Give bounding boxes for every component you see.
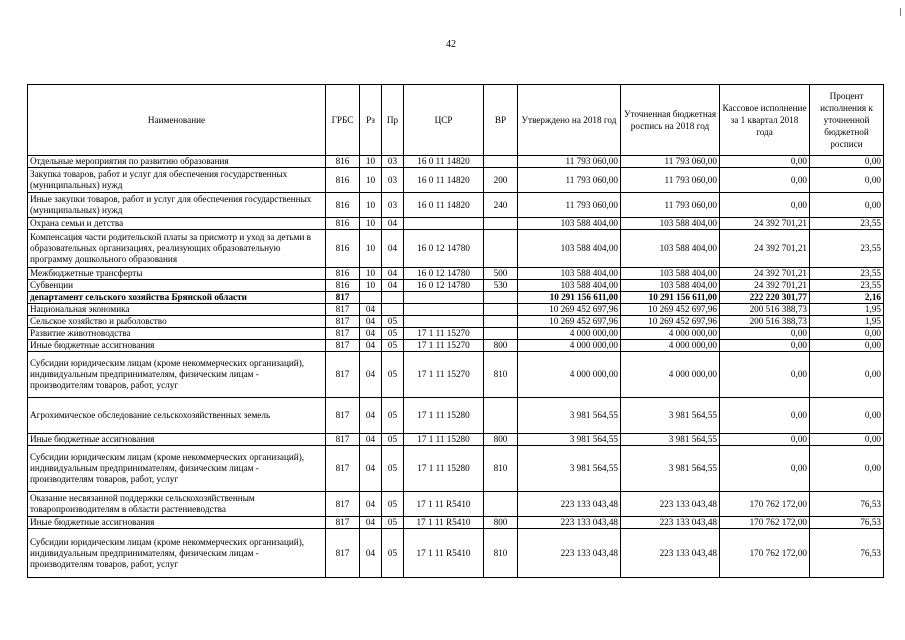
- table-row: [28, 352, 884, 398]
- row-pr: 03: [382, 193, 404, 218]
- row-cash: 24 392 701,21: [720, 268, 810, 280]
- row-rz: 10: [360, 193, 382, 218]
- row-pr: 05: [382, 328, 404, 340]
- row-cash: 24 392 701,21: [720, 230, 810, 268]
- table-row: [28, 268, 884, 280]
- row-percent: 23,55: [810, 218, 884, 230]
- row-vr: 240: [484, 193, 518, 218]
- row-percent: 76,53: [810, 517, 884, 529]
- row-approved: 10 269 452 697,96: [518, 304, 621, 316]
- row-grbs: 817: [326, 328, 360, 340]
- row-csr: 16 0 11 14820: [404, 193, 484, 218]
- row-percent: 23,55: [810, 230, 884, 268]
- table-row: [28, 492, 884, 517]
- row-csr: 17 1 11 15280: [404, 398, 484, 434]
- row-approved: 223 133 043,48: [518, 529, 621, 578]
- row-refined: 10 291 156 611,00: [621, 292, 720, 304]
- row-refined: 4 000 000,00: [621, 352, 720, 398]
- row-vr: 800: [484, 517, 518, 529]
- row-vr: [484, 328, 518, 340]
- header-pr: Пр: [382, 85, 404, 156]
- row-rz: 04: [360, 316, 382, 328]
- row-rz: 10: [360, 230, 382, 268]
- row-pr: 04: [382, 218, 404, 230]
- row-rz: 10: [360, 280, 382, 292]
- row-approved: 10 269 452 697,96: [518, 316, 621, 328]
- row-refined: 4 000 000,00: [621, 340, 720, 352]
- row-name: Субсидии юридическим лицам (кроме некоммерческих организаций), индивидуальным предпринимателям, физическим лицам - производителям товаров, работ, услуг: [28, 529, 326, 578]
- row-vr: [484, 304, 518, 316]
- row-rz: 04: [360, 517, 382, 529]
- row-csr: 17 1 11 15270: [404, 352, 484, 398]
- row-name: Охрана семьи и детства: [28, 218, 326, 230]
- row-cash: 170 762 172,00: [720, 492, 810, 517]
- row-approved: 103 588 404,00: [518, 230, 621, 268]
- table-row: [28, 230, 884, 268]
- row-percent: 23,55: [810, 268, 884, 280]
- table-header-row: [28, 85, 884, 156]
- row-cash: 0,00: [720, 193, 810, 218]
- row-approved: 223 133 043,48: [518, 492, 621, 517]
- row-grbs: 816: [326, 156, 360, 168]
- row-pr: 05: [382, 352, 404, 398]
- row-name: Агрохимическое обследование сельскохозяйственных земель: [28, 398, 326, 434]
- row-approved: 11 793 060,00: [518, 193, 621, 218]
- table-row: [28, 193, 884, 218]
- row-rz: [360, 292, 382, 304]
- row-vr: [484, 156, 518, 168]
- row-pr: 05: [382, 434, 404, 446]
- row-refined: 103 588 404,00: [621, 218, 720, 230]
- row-grbs: 817: [326, 529, 360, 578]
- row-rz: 04: [360, 304, 382, 316]
- row-grbs: 817: [326, 398, 360, 434]
- row-csr: [404, 316, 484, 328]
- header-percent: Процент исполнения к уточненной бюджетной росписи: [810, 85, 884, 156]
- row-grbs: 817: [326, 340, 360, 352]
- row-approved: 4 000 000,00: [518, 328, 621, 340]
- header-csr: ЦСР: [404, 85, 484, 156]
- row-cash: 0,00: [720, 434, 810, 446]
- row-refined: 3 981 564,55: [621, 398, 720, 434]
- row-percent: 2,16: [810, 292, 884, 304]
- row-refined: 3 981 564,55: [621, 434, 720, 446]
- row-vr: 810: [484, 352, 518, 398]
- row-pr: [382, 292, 404, 304]
- table-body: [28, 156, 884, 578]
- row-rz: 04: [360, 434, 382, 446]
- row-rz: 04: [360, 340, 382, 352]
- row-csr: 17 1 11 15280: [404, 446, 484, 492]
- row-csr: [404, 292, 484, 304]
- table-row: [28, 156, 884, 168]
- row-pr: 04: [382, 230, 404, 268]
- row-percent: 76,53: [810, 492, 884, 517]
- row-name: Закупка товаров, работ и услуг для обеспечения государственных (муниципальных) нужд: [28, 168, 326, 193]
- row-approved: 11 793 060,00: [518, 168, 621, 193]
- row-pr: [382, 304, 404, 316]
- row-pr: 04: [382, 280, 404, 292]
- table-row: [28, 280, 884, 292]
- row-cash: 0,00: [720, 446, 810, 492]
- table-row: [28, 316, 884, 328]
- table-row: [28, 398, 884, 434]
- row-grbs: 817: [326, 517, 360, 529]
- row-refined: 10 269 452 697,96: [621, 304, 720, 316]
- row-cash: 222 220 301,77: [720, 292, 810, 304]
- header-grbs: ГРБС: [326, 85, 360, 156]
- row-csr: [404, 218, 484, 230]
- row-grbs: 816: [326, 268, 360, 280]
- row-refined: 3 981 564,55: [621, 446, 720, 492]
- row-csr: [404, 304, 484, 316]
- row-rz: 04: [360, 398, 382, 434]
- page-number: 42: [446, 39, 456, 50]
- row-approved: 103 588 404,00: [518, 268, 621, 280]
- row-pr: 05: [382, 446, 404, 492]
- row-cash: 0,00: [720, 352, 810, 398]
- row-name: Иные бюджетные ассигнования: [28, 340, 326, 352]
- row-pr: 05: [382, 398, 404, 434]
- row-cash: 200 516 388,73: [720, 304, 810, 316]
- row-cash: 0,00: [720, 398, 810, 434]
- row-csr: 16 0 11 14820: [404, 156, 484, 168]
- row-vr: 800: [484, 340, 518, 352]
- row-name: Развитие животноводства: [28, 328, 326, 340]
- row-refined: 10 269 452 697,96: [621, 316, 720, 328]
- row-approved: 103 588 404,00: [518, 280, 621, 292]
- header-approved: Утверждено на 2018 год: [518, 85, 621, 156]
- row-vr: 500: [484, 268, 518, 280]
- row-vr: [484, 398, 518, 434]
- row-grbs: 817: [326, 352, 360, 398]
- row-name: Иные закупки товаров, работ и услуг для обеспечения государственных (муниципальных) нужд: [28, 193, 326, 218]
- row-rz: 04: [360, 446, 382, 492]
- row-cash: 170 762 172,00: [720, 517, 810, 529]
- budget-table: [27, 84, 884, 578]
- row-refined: 4 000 000,00: [621, 328, 720, 340]
- row-name: Иные бюджетные ассигнования: [28, 434, 326, 446]
- row-grbs: 816: [326, 230, 360, 268]
- row-pr: 05: [382, 316, 404, 328]
- table-row: [28, 529, 884, 578]
- row-grbs: 817: [326, 492, 360, 517]
- table-row: [28, 304, 884, 316]
- row-vr: [484, 316, 518, 328]
- row-percent: 0,00: [810, 156, 884, 168]
- row-name: Национальная экономика: [28, 304, 326, 316]
- row-vr: 800: [484, 434, 518, 446]
- header-cash: Кассовое исполнение за 1 квартал 2018 года: [720, 85, 810, 156]
- page-edge-mark: [900, 8, 901, 16]
- row-vr: [484, 292, 518, 304]
- row-percent: 1,95: [810, 304, 884, 316]
- row-csr: 16 0 11 14820: [404, 168, 484, 193]
- row-name: Субвенции: [28, 280, 326, 292]
- row-refined: 103 588 404,00: [621, 230, 720, 268]
- row-cash: 170 762 172,00: [720, 529, 810, 578]
- row-pr: 04: [382, 268, 404, 280]
- row-pr: 03: [382, 156, 404, 168]
- row-approved: 223 133 043,48: [518, 517, 621, 529]
- row-approved: 3 981 564,55: [518, 434, 621, 446]
- row-refined: 103 588 404,00: [621, 268, 720, 280]
- row-csr: 16 0 12 14780: [404, 230, 484, 268]
- row-refined: 11 793 060,00: [621, 193, 720, 218]
- row-pr: 05: [382, 492, 404, 517]
- row-csr: 17 1 11 15280: [404, 434, 484, 446]
- row-rz: 10: [360, 156, 382, 168]
- row-name: Субсидии юридическим лицам (кроме некоммерческих организаций), индивидуальным предпринимателям, физическим лицам - производителям товаров, работ, услуг: [28, 352, 326, 398]
- row-csr: 16 0 12 14780: [404, 280, 484, 292]
- row-vr: 200: [484, 168, 518, 193]
- row-cash: 24 392 701,21: [720, 280, 810, 292]
- row-vr: [484, 218, 518, 230]
- row-refined: 223 133 043,48: [621, 492, 720, 517]
- row-vr: 530: [484, 280, 518, 292]
- table-row: [28, 218, 884, 230]
- row-vr: 810: [484, 446, 518, 492]
- row-rz: 10: [360, 168, 382, 193]
- row-vr: [484, 230, 518, 268]
- header-vr: ВР: [484, 85, 518, 156]
- row-grbs: 817: [326, 434, 360, 446]
- row-approved: 4 000 000,00: [518, 352, 621, 398]
- row-rz: 10: [360, 218, 382, 230]
- row-cash: 0,00: [720, 156, 810, 168]
- row-percent: 0,00: [810, 352, 884, 398]
- row-refined: 11 793 060,00: [621, 156, 720, 168]
- header-name: Наименование: [28, 85, 326, 156]
- row-grbs: 816: [326, 218, 360, 230]
- row-approved: 11 793 060,00: [518, 156, 621, 168]
- row-name: Иные бюджетные ассигнования: [28, 517, 326, 529]
- row-name: Компенсация части родительской платы за присмотр и уход за детьми в образовательных организациях, реализующих образовательную программу дошкольного образования: [28, 230, 326, 268]
- row-grbs: 816: [326, 280, 360, 292]
- row-percent: 0,00: [810, 398, 884, 434]
- row-refined: 11 793 060,00: [621, 168, 720, 193]
- row-approved: 3 981 564,55: [518, 446, 621, 492]
- header-refined: Уточненная бюджетная роспись на 2018 год: [621, 85, 720, 156]
- row-csr: 17 1 11 15270: [404, 340, 484, 352]
- row-grbs: 816: [326, 193, 360, 218]
- row-name: Межбюджетные трансферты: [28, 268, 326, 280]
- table-row: [28, 434, 884, 446]
- row-percent: 0,00: [810, 340, 884, 352]
- row-percent: 0,00: [810, 434, 884, 446]
- table-row: [28, 328, 884, 340]
- row-approved: 3 981 564,55: [518, 398, 621, 434]
- row-pr: 05: [382, 340, 404, 352]
- row-vr: [484, 492, 518, 517]
- row-approved: 103 588 404,00: [518, 218, 621, 230]
- row-grbs: 817: [326, 304, 360, 316]
- row-csr: 16 0 12 14780: [404, 268, 484, 280]
- table-row: [28, 446, 884, 492]
- row-percent: 1,95: [810, 316, 884, 328]
- header-rz: Рз: [360, 85, 382, 156]
- row-pr: 05: [382, 517, 404, 529]
- row-name: Субсидии юридическим лицам (кроме некоммерческих организаций), индивидуальным предпринимателям, физическим лицам - производителям товаров, работ, услуг: [28, 446, 326, 492]
- row-grbs: 816: [326, 168, 360, 193]
- row-approved: 10 291 156 611,00: [518, 292, 621, 304]
- row-rz: 04: [360, 529, 382, 578]
- row-csr: 17 1 11 R5410: [404, 529, 484, 578]
- row-csr: 17 1 11 R5410: [404, 492, 484, 517]
- row-percent: 23,55: [810, 280, 884, 292]
- row-name: Оказание несвязанной поддержки сельскохозяйственным товаропроизводителям в области растениеводства: [28, 492, 326, 517]
- row-cash: 0,00: [720, 168, 810, 193]
- row-approved: 4 000 000,00: [518, 340, 621, 352]
- row-refined: 223 133 043,48: [621, 517, 720, 529]
- row-refined: 223 133 043,48: [621, 529, 720, 578]
- table-row: [28, 292, 884, 304]
- table-row: [28, 340, 884, 352]
- row-cash: 24 392 701,21: [720, 218, 810, 230]
- table-row: [28, 168, 884, 193]
- row-name: Сельское хозяйство и рыболовство: [28, 316, 326, 328]
- row-cash: 0,00: [720, 340, 810, 352]
- row-percent: 0,00: [810, 446, 884, 492]
- row-pr: 03: [382, 168, 404, 193]
- row-grbs: 817: [326, 316, 360, 328]
- table-row: [28, 517, 884, 529]
- row-csr: 17 1 11 15270: [404, 328, 484, 340]
- row-rz: 10: [360, 268, 382, 280]
- row-rz: 04: [360, 328, 382, 340]
- row-grbs: 817: [326, 446, 360, 492]
- row-percent: 76,53: [810, 529, 884, 578]
- row-pr: 05: [382, 529, 404, 578]
- row-rz: 04: [360, 492, 382, 517]
- row-refined: 103 588 404,00: [621, 280, 720, 292]
- row-rz: 04: [360, 352, 382, 398]
- row-cash: 200 516 388,73: [720, 316, 810, 328]
- row-grbs: 817: [326, 292, 360, 304]
- row-csr: 17 1 11 R5410: [404, 517, 484, 529]
- row-percent: 0,00: [810, 168, 884, 193]
- row-percent: 0,00: [810, 193, 884, 218]
- row-name: департамент сельского хозяйства Брянской области: [28, 292, 326, 304]
- row-percent: 0,00: [810, 328, 884, 340]
- row-name: Отдельные мероприятия по развитию образования: [28, 156, 326, 168]
- row-vr: 810: [484, 529, 518, 578]
- row-cash: 0,00: [720, 328, 810, 340]
